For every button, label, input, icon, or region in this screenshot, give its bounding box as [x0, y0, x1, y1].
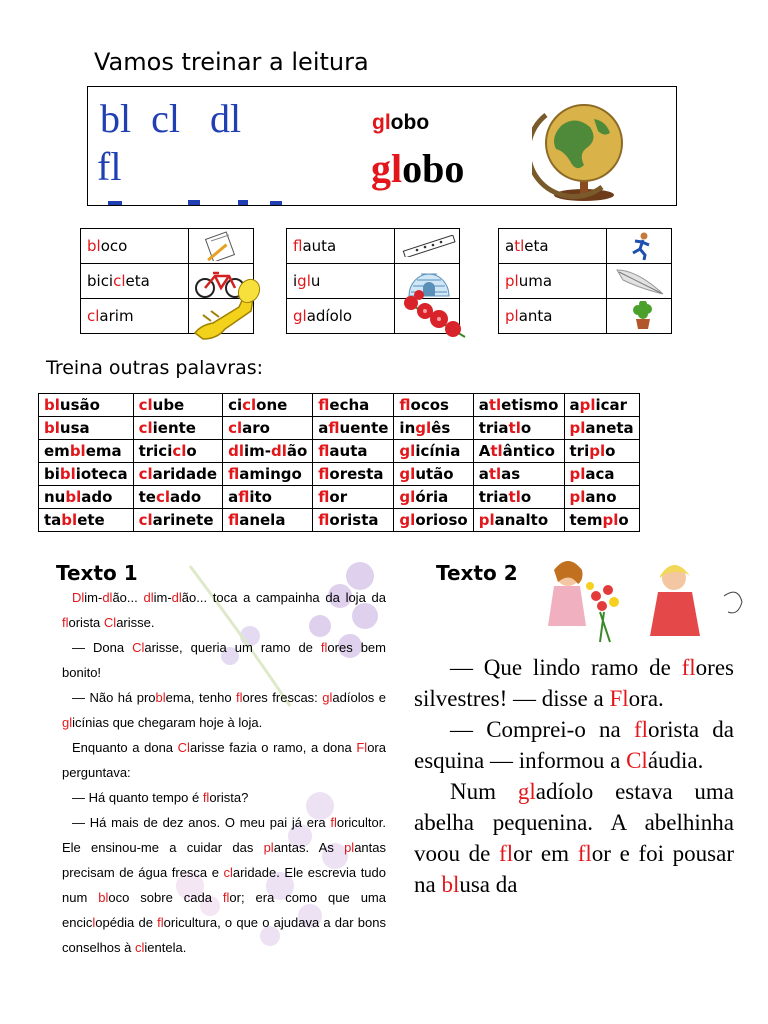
letter-combos	[97, 95, 242, 191]
text-fragment: a	[505, 237, 515, 255]
text-fragment: or	[329, 488, 348, 506]
highlighted-letters: gl	[399, 511, 416, 529]
text-fragment: or; era como que uma encic	[62, 890, 386, 930]
two-girls-with-bouquet-icon	[524, 556, 764, 646]
highlighted-letters: gl	[399, 442, 416, 460]
highlighted-letters: pl	[602, 511, 619, 529]
highlighted-letters: gl	[293, 307, 307, 325]
text-fragment: anta	[518, 307, 553, 325]
text-fragment: uma	[518, 272, 553, 290]
globe-icon	[532, 95, 636, 203]
highlighted-letters: Cl	[103, 615, 117, 630]
example-word-large	[371, 145, 464, 192]
text-fragment: orista?	[209, 790, 249, 805]
text-fragment: orista da esquina — informou a	[414, 717, 734, 773]
letter-combos-box	[87, 86, 677, 206]
highlighted-letters: cl	[138, 511, 153, 529]
highlighted-letters: pl	[263, 840, 274, 855]
word-cell	[564, 486, 639, 509]
paragraph	[62, 635, 386, 685]
highlighted-letters: tl	[488, 396, 502, 414]
text-fragment: — Não há pro	[72, 690, 156, 705]
text-fragment: ito	[249, 488, 272, 506]
word-cell	[133, 440, 222, 463]
text-fragment: i	[293, 272, 298, 290]
text-fragment: Enquanto a dona	[72, 740, 178, 755]
highlighted-letters: tl	[508, 488, 521, 506]
word-cell	[473, 486, 564, 509]
text-fragment: im-	[153, 590, 172, 605]
highlighted-letters: dl	[102, 590, 113, 605]
table-row	[39, 440, 640, 463]
highlighted-letters: gl	[62, 715, 73, 730]
highlighted-letters: fl	[293, 237, 303, 255]
word-cell	[223, 463, 313, 486]
table-row	[287, 299, 460, 334]
table-row	[499, 229, 672, 264]
word-cell	[473, 463, 564, 486]
text-fragment: aca	[585, 465, 615, 483]
word-cell	[81, 229, 189, 264]
flute-icon	[395, 229, 460, 264]
text-fragment: o	[618, 511, 629, 529]
highlighted-letters: fl	[318, 511, 330, 529]
text-fragment: o	[520, 419, 532, 437]
text-fragment: oco sobre cada	[108, 890, 223, 905]
text-fragment: icínias que chegaram hoje à loja.	[72, 715, 263, 730]
text-fragment: adíolos e	[332, 690, 387, 705]
highlighted-letters: tl	[508, 419, 521, 437]
highlighted-letters: cl	[172, 442, 187, 460]
notepad-icon	[189, 229, 254, 264]
highlighted-letters: gl	[399, 465, 416, 483]
text-fragment: — Que lindo ramo de	[450, 655, 682, 680]
word-cell	[313, 509, 394, 532]
word-cell	[499, 229, 607, 264]
word-cell	[81, 264, 189, 299]
text-fragment: a	[318, 419, 329, 437]
word-cell	[39, 417, 134, 440]
table-row	[81, 299, 254, 334]
text-fragment: one	[256, 396, 288, 414]
highlighted-letters: pl	[579, 396, 596, 414]
text-fragment: aro	[242, 419, 270, 437]
highlighted-letters: fl	[633, 717, 648, 742]
text-fragment: antas precisam de água fresca e	[62, 840, 387, 880]
word-cell	[223, 417, 313, 440]
text-fragment: oricultura, o que o ajudava a dar bons conselhos à	[62, 915, 386, 955]
text-fragment: amingo	[239, 465, 302, 483]
paragraph	[62, 585, 386, 635]
text-fragment: ão...	[112, 590, 144, 605]
highlighted-letters: bl	[44, 396, 60, 414]
highlighted-letters: bl	[65, 488, 82, 506]
text-fragment: auta	[329, 442, 368, 460]
table-row	[499, 264, 672, 299]
text-fragment: orista	[68, 615, 104, 630]
highlighted-letters: fl	[318, 465, 330, 483]
paragraph	[62, 785, 386, 810]
highlighted-letters: fl	[228, 465, 240, 483]
word-cell	[564, 463, 639, 486]
word-cell	[564, 509, 639, 532]
text-fragment: eta	[524, 237, 549, 255]
text-fragment: ci	[228, 396, 243, 414]
text-fragment: ema, tenho	[165, 690, 237, 705]
text-fragment: oco	[100, 237, 128, 255]
word-table-1	[80, 228, 254, 334]
text-fragment: opédia de	[95, 915, 158, 930]
word-cell	[287, 264, 395, 299]
word-cell	[133, 509, 222, 532]
example-word-small	[372, 111, 429, 135]
text-fragment: bi	[44, 465, 60, 483]
highlighted-letters: Fl	[609, 686, 629, 711]
word-cell	[564, 440, 639, 463]
text-fragment: — Há quanto tempo é	[72, 790, 203, 805]
text-fragment: obo	[402, 146, 465, 191]
text-fragment: analto	[494, 511, 549, 529]
highlighted-letters: gl	[517, 779, 536, 804]
text-fragment: or e foi pousar na	[414, 841, 734, 897]
word-cell	[394, 440, 473, 463]
word-cell	[223, 509, 313, 532]
text-fragment: in	[399, 419, 416, 437]
text-fragment: anela	[239, 511, 286, 529]
potted-plant-icon	[607, 299, 672, 334]
text-fragment: ado	[81, 488, 113, 506]
word-cell	[39, 509, 134, 532]
text-fragment: tria	[478, 488, 509, 506]
highlighted-letters: fl	[62, 615, 69, 630]
text-fragment: ântico	[502, 442, 555, 460]
text-fragment: etismo	[501, 396, 559, 414]
highlighted-letters: dl	[228, 442, 244, 460]
word-cell	[564, 394, 639, 417]
highlighted-letters: cl	[138, 396, 153, 414]
highlighted-letters: fl	[320, 640, 328, 655]
highlighted-letters: dl	[270, 442, 287, 460]
text-fragment: ês	[431, 419, 451, 437]
text-fragment: arisse fazia o ramo, a dona	[189, 740, 357, 755]
text-fragment: o	[186, 442, 197, 460]
word-cell	[473, 440, 564, 463]
text-fragment: adíolo estava uma abelha pequenina. A abelhinha voou de	[414, 779, 735, 866]
highlighted-letters: fl	[399, 396, 411, 414]
paragraph	[414, 714, 734, 776]
highlighted-letters: fl	[318, 442, 330, 460]
word-cell	[223, 486, 313, 509]
table-row	[39, 394, 640, 417]
text-fragment: ocos	[410, 396, 449, 414]
text-fragment: A	[478, 442, 491, 460]
paragraph	[62, 810, 386, 960]
highlighted-letters: bl	[59, 465, 76, 483]
highlighted-letters: Cl	[132, 640, 145, 655]
trumpet-icon	[189, 299, 254, 334]
word-cell	[133, 463, 222, 486]
word-cell	[499, 264, 607, 299]
text-fragment: Num	[450, 779, 518, 804]
word-cell	[313, 417, 394, 440]
text-fragment: ores frescas:	[242, 690, 323, 705]
text-fragment: — Comprei-o na	[450, 717, 634, 742]
text-fragment: tria	[478, 419, 509, 437]
highlighted-letters: gl	[322, 690, 333, 705]
text-fragment: usa da	[459, 872, 518, 897]
text-fragment: ão... toca a campainha da loja da	[181, 590, 386, 605]
highlighted-letters: cl	[223, 865, 233, 880]
combos-line-2: fl	[97, 144, 122, 189]
word-cell	[39, 463, 134, 486]
highlighted-letters: gl	[399, 488, 416, 506]
text-fragment: arinete	[152, 511, 214, 529]
highlighted-letters: cl	[138, 465, 153, 483]
word-cell	[313, 440, 394, 463]
highlighted-letters: Dl	[72, 590, 85, 605]
text-fragment: usa	[59, 419, 90, 437]
text-fragment: ube	[152, 396, 185, 414]
highlighted-letters: Cl	[626, 748, 648, 773]
word-cell	[394, 509, 473, 532]
paragraph	[414, 776, 734, 900]
text-fragment: ete	[77, 511, 105, 529]
highlighted-letters: pl	[505, 272, 519, 290]
gladiolus-icon	[395, 299, 460, 334]
highlighted-letters: bl	[98, 890, 109, 905]
text-fragment: bici	[87, 272, 114, 290]
paragraph	[62, 735, 386, 785]
text-fragment: tri	[569, 442, 590, 460]
highlighted-letters: gl	[372, 111, 391, 134]
highlighted-letters: fl	[202, 790, 210, 805]
highlighted-letters: cl	[135, 940, 145, 955]
text-fragment: ora perguntava:	[62, 740, 386, 780]
word-cell	[313, 486, 394, 509]
highlighted-letters: pl	[344, 840, 355, 855]
text-fragment: as	[501, 465, 521, 483]
text-fragment: im-	[243, 442, 271, 460]
text-fragment: aridade. Ele escrevia tudo num	[62, 865, 386, 905]
highlighted-letters: fl	[681, 655, 696, 680]
highlighted-letters: Fl	[356, 740, 368, 755]
word-cell	[81, 299, 189, 334]
text-fragment: antas. As	[273, 840, 345, 855]
highlighted-letters: fl	[499, 841, 514, 866]
text-fragment: auta	[302, 237, 337, 255]
highlighted-letters: dl	[171, 590, 182, 605]
word-cell	[394, 486, 473, 509]
word-cell	[313, 463, 394, 486]
highlighted-letters: bl	[61, 511, 78, 529]
highlighted-letters: dl	[143, 590, 154, 605]
word-cell	[394, 394, 473, 417]
highlighted-letters: pl	[478, 511, 495, 529]
text-fragment: oresta	[329, 465, 384, 483]
text-fragment: uente	[339, 419, 389, 437]
text-fragment: eta	[125, 272, 150, 290]
table-row	[499, 299, 672, 334]
text-fragment: arisse, queria um ramo de	[144, 640, 321, 655]
text-fragment: ema	[85, 442, 122, 460]
word-cell	[473, 509, 564, 532]
word-cell	[39, 394, 134, 417]
highlighted-letters: bl	[69, 442, 86, 460]
highlighted-letters: fl	[330, 815, 337, 830]
text-fragment: or em	[513, 841, 578, 866]
word-cell	[473, 394, 564, 417]
texto-1-heading: Texto 1	[56, 561, 138, 585]
table-row	[39, 463, 640, 486]
highlighted-letters: fl	[577, 841, 592, 866]
text-fragment: — Há mais de dez anos. O meu pai já era	[72, 815, 331, 830]
text-fragment: arim	[99, 307, 134, 325]
highlighted-letters: cl	[138, 419, 153, 437]
word-cell	[499, 299, 607, 334]
text-fragment: a	[569, 396, 580, 414]
text-fragment: orioso	[415, 511, 468, 529]
highlighted-letters: pl	[569, 488, 586, 506]
highlighted-letters: bl	[87, 237, 101, 255]
text-fragment: echa	[329, 396, 370, 414]
highlighted-letters: fl	[236, 690, 243, 705]
text-fragment: adíolo	[306, 307, 353, 325]
text-fragment: ores silvestres! — disse a	[414, 655, 734, 711]
text-fragment: o	[605, 442, 616, 460]
text-fragment: áudia.	[647, 748, 704, 773]
text-fragment: im-	[84, 590, 103, 605]
text-fragment: icar	[595, 396, 628, 414]
highlighted-letters: gl	[371, 146, 403, 191]
text-fragment: a	[478, 465, 489, 483]
word-cell	[473, 417, 564, 440]
text-fragment: o	[520, 488, 532, 506]
text-fragment: ioteca	[75, 465, 128, 483]
table-row	[39, 509, 640, 532]
highlighted-letters: fl	[328, 419, 340, 437]
text-fragment: usão	[59, 396, 100, 414]
practice-words-table	[38, 393, 640, 532]
text-fragment: a	[228, 488, 239, 506]
word-cell	[133, 486, 222, 509]
runner-icon	[607, 229, 672, 264]
text-fragment: utão	[415, 465, 454, 483]
text-fragment: aridade	[152, 465, 218, 483]
word-cell	[39, 486, 134, 509]
highlighted-letters: pl	[589, 442, 606, 460]
text-fragment: aneta	[585, 419, 634, 437]
highlighted-letters: fl	[238, 488, 250, 506]
text-fragment: ão	[286, 442, 308, 460]
highlighted-letters: cl	[242, 396, 257, 414]
text-fragment: ta	[44, 511, 62, 529]
highlighted-letters: cl	[155, 488, 170, 506]
highlighted-letters: pl	[569, 419, 586, 437]
text-fragment: icínia	[415, 442, 461, 460]
text-fragment: orista	[329, 511, 379, 529]
text-fragment: a	[478, 396, 489, 414]
text-fragment: oricultor. Ele ensinou-me a cuidar das	[62, 815, 386, 855]
text-fragment: ória	[415, 488, 449, 506]
table-row	[81, 229, 254, 264]
word-table-3	[498, 228, 672, 334]
word-cell	[39, 440, 134, 463]
highlighted-letters: cl	[113, 272, 126, 290]
highlighted-letters: pl	[505, 307, 519, 325]
text-fragment: ano	[585, 488, 617, 506]
highlighted-letters: fl	[228, 511, 240, 529]
word-cell	[564, 417, 639, 440]
word-table-2	[286, 228, 460, 334]
paragraph	[62, 685, 386, 735]
section-subtitle: Treina outras palavras:	[46, 357, 264, 379]
page-title: Vamos treinar a leitura	[94, 48, 369, 76]
text-fragment: arisse.	[116, 615, 155, 630]
word-cell	[223, 440, 313, 463]
highlighted-letters: tl	[514, 237, 525, 255]
table-row	[287, 229, 460, 264]
text-fragment: — Dona	[72, 640, 133, 655]
highlighted-letters: fl	[318, 396, 330, 414]
highlighted-letters: gl	[297, 272, 311, 290]
text-fragment: ores bem bonito!	[62, 640, 386, 680]
word-cell	[287, 229, 395, 264]
table-row	[39, 417, 640, 440]
text-fragment: te	[138, 488, 156, 506]
text-fragment: obo	[390, 111, 430, 134]
word-cell	[133, 394, 222, 417]
highlighted-letters: fl	[222, 890, 230, 905]
text-fragment: u	[310, 272, 321, 290]
highlighted-letters: cl	[87, 307, 100, 325]
text-fragment: ientela.	[144, 940, 187, 955]
word-cell	[287, 299, 395, 334]
highlighted-letters: l	[92, 915, 96, 930]
texto-2-heading: Texto 2	[436, 561, 518, 585]
highlighted-letters: fl	[318, 488, 330, 506]
word-cell	[313, 394, 394, 417]
highlighted-letters: bl	[44, 419, 60, 437]
text-fragment: iente	[152, 419, 196, 437]
highlighted-letters: bl	[441, 872, 460, 897]
highlighted-letters: gl	[415, 419, 432, 437]
highlighted-letters: fl	[157, 915, 164, 930]
combos-line-1: bl cl dl	[100, 96, 242, 141]
text-fragment: ora.	[628, 686, 664, 711]
highlighted-letters: tl	[488, 465, 502, 483]
highlighted-letters: cl	[228, 419, 243, 437]
highlighted-letters: tl	[490, 442, 503, 460]
texto-2-body	[414, 652, 734, 900]
highlighted-letters: pl	[569, 465, 586, 483]
table-row	[39, 486, 640, 509]
text-fragment: ado	[169, 488, 202, 506]
word-cell	[133, 417, 222, 440]
highlighted-letters: Cl	[177, 740, 190, 755]
word-cell	[223, 394, 313, 417]
highlighted-letters: bl	[155, 690, 166, 705]
feather-icon	[607, 264, 672, 299]
text-fragment: trici	[138, 442, 173, 460]
text-fragment: em	[44, 442, 70, 460]
text-fragment: nu	[44, 488, 66, 506]
paragraph	[414, 652, 734, 714]
texto-1-body	[62, 585, 386, 960]
word-cell	[394, 463, 473, 486]
word-cell	[394, 417, 473, 440]
text-fragment: tem	[569, 511, 603, 529]
